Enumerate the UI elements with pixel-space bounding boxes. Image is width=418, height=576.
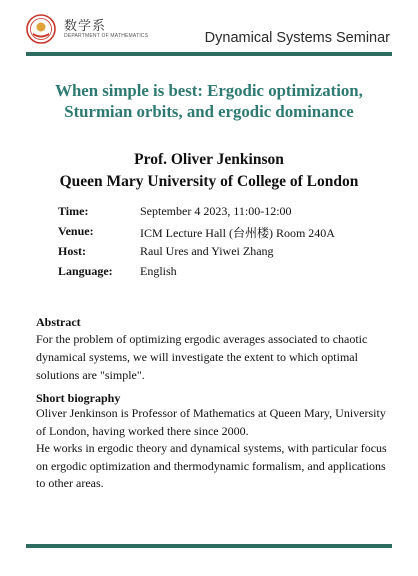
info-value: English (140, 264, 177, 278)
department-name-english: DEPARTMENT OF MATHEMATICS (64, 33, 149, 39)
info-value: ICM Lecture Hall (台州楼) Room 240A (140, 226, 335, 240)
talk-title (20, 80, 398, 122)
abstract-text: For the problem of optimizing ergodic averages associated to chaotic dynamical systems, we will investigate the extent to which optimal solutions are "simple". (36, 332, 368, 382)
header (0, 0, 418, 60)
info-label: Venue: (58, 224, 94, 238)
bottom-divider-bar (26, 544, 392, 548)
info-label: Time: (58, 204, 89, 218)
talk-title-line-2: Sturmian orbits, and ergodic dominance (64, 102, 354, 121)
info-label: Language: (58, 264, 113, 278)
biography-paragraph: He works in ergodic theory and dynamical systems, with particular focus on ergodic optimization and thermodynamic formalism, and applications to other areas. (36, 441, 387, 490)
info-value: Raul Ures and Yiwei Zhang (140, 244, 274, 258)
speaker-affiliation: Queen Mary University of College of London (59, 173, 359, 190)
department-name-chinese: 数学系 (64, 19, 107, 34)
abstract-heading: Abstract (36, 315, 81, 329)
biography-heading: Short biography (36, 391, 121, 405)
top-divider-bar (26, 52, 392, 56)
biography-text (36, 405, 396, 493)
talk-title-line-1: When simple is best: Ergodic optimization, (55, 81, 363, 100)
speaker-name: Prof. Oliver Jenkinson (134, 151, 284, 168)
seminar-name: Dynamical Systems Seminar (204, 30, 390, 46)
biography-paragraph: Oliver Jenkinson is Professor of Mathematics at Queen Mary, University of London, having worked there since 2000. (36, 406, 386, 438)
university-seal-icon (26, 14, 56, 44)
info-value: September 4 2023, 11:00-12:00 (140, 204, 292, 218)
speaker-block (0, 149, 418, 193)
info-label: Host: (58, 244, 86, 258)
